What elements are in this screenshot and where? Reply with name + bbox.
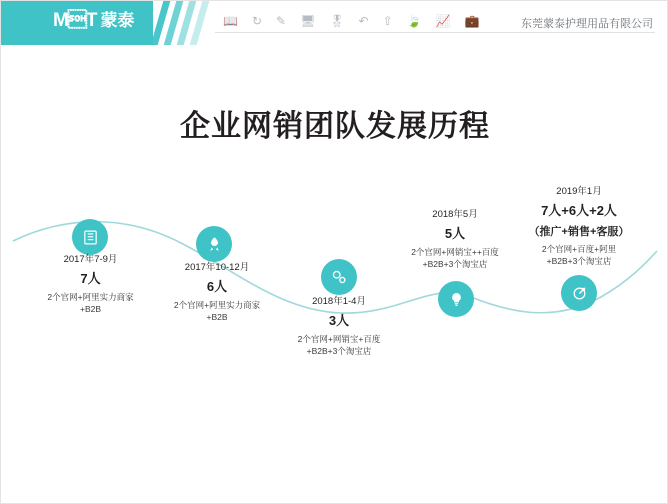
gear-icon [330, 268, 348, 286]
timeline-detail-1: 2个官网+阿里实力商家 +B2B [47, 292, 134, 315]
book-icon: 📖 [223, 14, 238, 28]
timeline-node-1[interactable] [72, 219, 108, 255]
timeline-people-1: 7人 [80, 271, 101, 286]
company-name: 东莞蒙泰护理用品有限公司 [521, 18, 653, 30]
header-divider [215, 32, 655, 33]
timeline-block-3 [259, 293, 419, 358]
tree-icon: ⇧ [382, 14, 393, 28]
timeline-block-5 [501, 183, 657, 268]
timeline-roles-5: （推广+销售+客服） [528, 226, 630, 238]
medal-icon: 🎖 [329, 14, 345, 28]
timeline-date-5: 2019年1月 [556, 186, 602, 197]
rocket-icon [206, 236, 223, 253]
logo-mark-icon: MT [53, 10, 97, 31]
leaf-icon: 🍃 [406, 14, 422, 28]
target-icon [571, 285, 588, 302]
briefcase-icon: 💼 [464, 14, 480, 28]
monitor-icon: 🖥 [300, 14, 316, 28]
timeline-people-3: 3人 [328, 313, 350, 328]
header-stripes-decoration [157, 1, 215, 45]
timeline-people-5: 7人+6人+2人 [541, 203, 617, 218]
timeline-date-3: 2018年1-4月 [312, 296, 366, 307]
page-title: 企业网销团队发展历程 [180, 110, 490, 143]
timeline-node-2[interactable] [196, 226, 232, 262]
arrow-icon: ↶ [358, 14, 369, 28]
header-icon-row [223, 15, 480, 27]
timeline-detail-5: 2个官网+百度+阿里 +B2B+3个淘宝店 [541, 244, 617, 267]
server-icon [82, 229, 99, 246]
slide-header [1, 1, 668, 45]
timeline-detail-2: 2个官网+阿里实力商家 +B2B [173, 300, 261, 323]
chart-icon: 📈 [435, 14, 451, 28]
timeline-date-4: 2018年5月 [432, 209, 478, 220]
timeline-date-1: 2017年7-9月 [63, 254, 118, 265]
refresh-icon: ↻ [251, 14, 263, 28]
pen-icon: ✎ [276, 14, 287, 28]
timeline-node-4[interactable] [438, 281, 474, 317]
timeline-people-2: 6人 [206, 279, 228, 294]
timeline-node-5[interactable] [561, 275, 597, 311]
timeline-node-3[interactable] [321, 259, 357, 295]
timeline-date-2: 2017年10-12月 [184, 262, 250, 273]
timeline-diagram [1, 171, 668, 381]
logo [53, 11, 134, 30]
timeline-detail-3: 2个官网+网销宝+百度 +B2B+3个淘宝店 [297, 334, 381, 357]
lightbulb-icon [448, 291, 465, 308]
timeline-detail-4: 2个官网+网销宝++百度 +B2B+3个淘宝店 [411, 247, 499, 270]
timeline-people-4: 5人 [444, 226, 466, 241]
logo-text: 蒙泰 [100, 11, 135, 30]
